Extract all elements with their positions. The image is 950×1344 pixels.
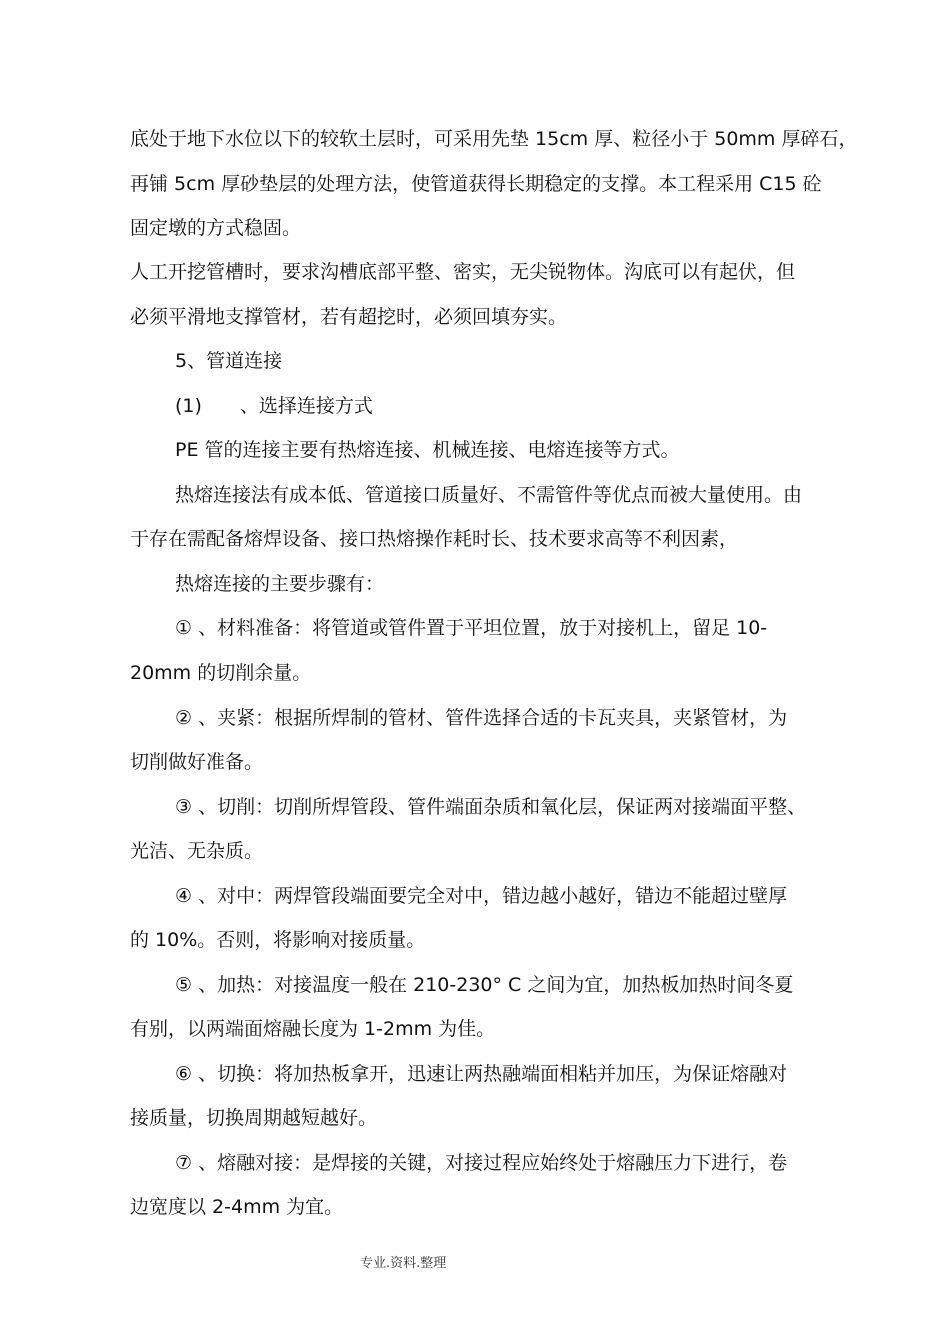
steps-intro: 热熔连接的主要步骤有： (175, 573, 385, 595)
section-heading: 5、管道连接 (175, 350, 283, 372)
step-6-line-1: ⑥ 、切换：将加热板拿开，迅速让两热融端面相粘并加压，为保证熔融对 (175, 1063, 788, 1085)
subsection-heading: (1) 、选择连接方式 (175, 395, 373, 417)
body-line-8: PE 管的连接主要有热熔连接、机械连接、电熔连接等方式。 (175, 439, 680, 461)
step-1-line-2: 20mm 的切削余量。 (130, 662, 312, 684)
body-line-10: 于存在需配备熔焊设备、接口热熔操作耗时长、技术要求高等不利因素， (130, 528, 739, 550)
body-line-9: 热熔连接法有成本低、管道接口质量好、不需管件等优点而被大量使用。由 (175, 484, 803, 506)
step-1-line-1: ① 、材料准备：将管道或管件置于平坦位置，放于对接机上，留足 10- (175, 617, 768, 639)
body-line-1: 底处于地下水位以下的较软土层时，可采用先垫 15cm 厚、粒径小于 50mm 厚碎石， (130, 128, 858, 150)
step-2-line-2: 切削做好准备。 (130, 751, 264, 773)
step-3-line-2: 光洁、无杂质。 (130, 840, 264, 862)
step-5-line-2: 有别，以两端面熔融长度为 1-2mm 为佳。 (130, 1018, 496, 1040)
body-line-5: 必须平滑地支撑管材，若有超挖时，必须回填夯实。 (130, 306, 568, 328)
step-2-line-1: ② 、夹紧：根据所焊制的管材、管件选择合适的卡瓦夹具，夹紧管材，为 (175, 707, 788, 729)
body-line-4: 人工开挖管槽时，要求沟槽底部平整、密实，无尖锐物体。沟底可以有起伏，但 (130, 261, 796, 283)
page-footer: 专业.资料.整理 (360, 1256, 447, 1271)
step-4-line-1: ④ 、对中：两焊管段端面要完全对中，错边越小越好，错边不能超过壁厚 (175, 885, 788, 907)
step-3-line-1: ③ 、切削：切削所焊管段、管件端面杂质和氧化层，保证两对接端面平整、 (175, 796, 807, 818)
step-5-line-1: ⑤ 、加热：对接温度一般在 210-230° C 之间为宜，加热板加热时间冬夏 (175, 974, 794, 996)
step-4-line-2: 的 10%。否则，将影响对接质量。 (130, 929, 426, 951)
body-line-2: 再铺 5cm 厚砂垫层的处理方法，使管道获得长期稳定的支撑。本工程采用 C15 砼 (130, 173, 822, 195)
step-6-line-2: 接质量，切换周期越短越好。 (130, 1107, 378, 1129)
step-7-line-1: ⑦ 、熔融对接：是焊接的关键，对接过程应始终处于熔融压力下进行，卷 (175, 1152, 788, 1174)
body-line-3: 固定墩的方式稳固。 (130, 217, 302, 239)
step-7-line-2: 边宽度以 2-4mm 为宜。 (130, 1196, 344, 1218)
